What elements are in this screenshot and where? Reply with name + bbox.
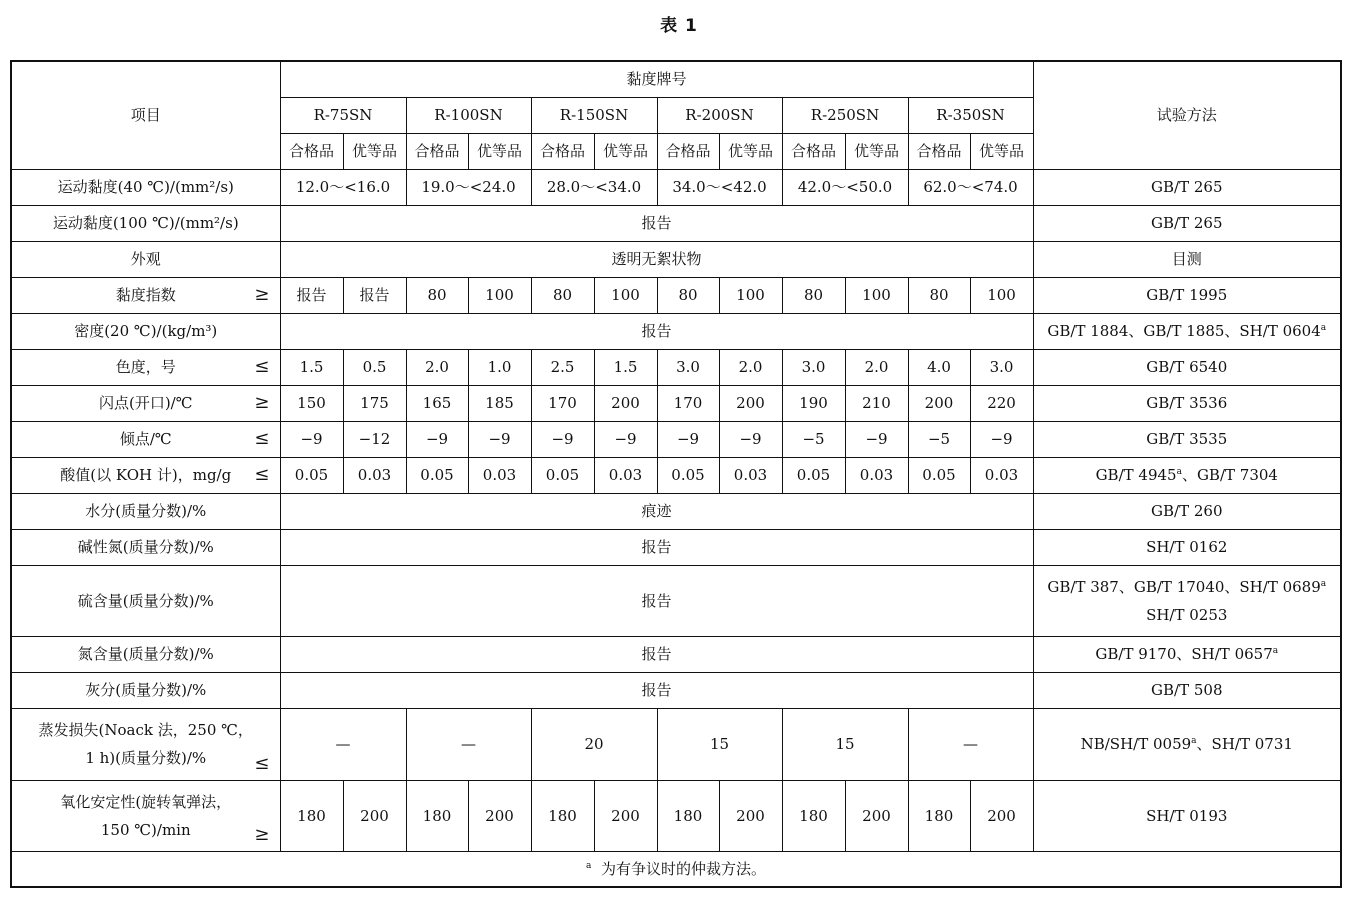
- value-cell: 100: [719, 277, 782, 313]
- sub-qualified: 合格品: [406, 133, 468, 169]
- value-cell: 报告: [280, 636, 1033, 672]
- value-cell: −9: [594, 421, 657, 457]
- value-cell: 0.03: [845, 457, 908, 493]
- row-label: 闪点(开口)/℃: [98, 394, 193, 412]
- table-row-ash: [11, 672, 1341, 708]
- method-cell: GB/T 6540: [1033, 349, 1341, 385]
- value-cell: 165: [406, 385, 468, 421]
- value-cell: 15: [782, 708, 908, 780]
- value-cell: 2.0: [406, 349, 468, 385]
- row-label-cell: [11, 780, 280, 851]
- method-text: NB/SH/T 0059: [1080, 735, 1192, 753]
- value-cell: 200: [468, 780, 531, 851]
- value-cell: 报告: [280, 565, 1033, 636]
- value-cell: 报告: [280, 205, 1033, 241]
- value-cell: 42.0～<50.0: [782, 169, 908, 205]
- grade-r150sn: R-150SN: [531, 97, 657, 133]
- value-cell: 200: [845, 780, 908, 851]
- method-cell: GB/T 508: [1033, 672, 1341, 708]
- value-cell: 28.0～<34.0: [531, 169, 657, 205]
- value-cell: 1.0: [468, 349, 531, 385]
- comparison-symbol: ≤: [254, 428, 270, 449]
- footnote-mark: a: [586, 860, 592, 871]
- comparison-symbol: ≥: [254, 823, 270, 845]
- table-row-nitrogen: [11, 636, 1341, 672]
- method-cell: GB/T 265: [1033, 205, 1341, 241]
- value-cell: 3.0: [657, 349, 719, 385]
- value-cell: 200: [719, 385, 782, 421]
- sub-qualified: 合格品: [280, 133, 343, 169]
- method-text: GB/T 1884、GB/T 1885、SH/T 0604: [1047, 322, 1321, 340]
- row-label-line2: 1 h)(质量分数)/%: [85, 749, 207, 767]
- method-cell: GB/T 3536: [1033, 385, 1341, 421]
- method-text: GB/T 9170、SH/T 0657: [1095, 645, 1273, 663]
- value-cell: 34.0～<42.0: [657, 169, 782, 205]
- method-cell: [1033, 313, 1341, 349]
- value-cell: −9: [468, 421, 531, 457]
- value-cell: 200: [594, 780, 657, 851]
- sub-premium: 优等品: [719, 133, 782, 169]
- value-cell: 报告: [280, 672, 1033, 708]
- value-cell: 3.0: [782, 349, 845, 385]
- value-cell: 报告: [280, 277, 343, 313]
- grade-r350sn: R-350SN: [908, 97, 1033, 133]
- method-text: 、SH/T 0731: [1196, 735, 1293, 753]
- row-label-cell: [11, 457, 280, 493]
- sub-qualified: 合格品: [657, 133, 719, 169]
- value-cell: —: [406, 708, 531, 780]
- table-row-kv40: [11, 169, 1341, 205]
- comparison-symbol: ≤: [254, 464, 270, 485]
- row-label: 水分(质量分数)/%: [11, 493, 280, 529]
- value-cell: 0.03: [468, 457, 531, 493]
- row-label-cell: [11, 385, 280, 421]
- value-cell: 170: [531, 385, 594, 421]
- method-cell: GB/T 1995: [1033, 277, 1341, 313]
- row-label: 色度，号: [115, 358, 176, 376]
- spec-table: [10, 60, 1342, 888]
- table-row-sulfur: [11, 565, 1341, 636]
- row-label: 运动黏度(100 ℃)/(mm²/s): [11, 205, 280, 241]
- value-cell: 210: [845, 385, 908, 421]
- value-cell: 报告: [280, 313, 1033, 349]
- row-label-cell: [11, 421, 280, 457]
- value-cell: 185: [468, 385, 531, 421]
- row-label-cell: [11, 708, 280, 780]
- value-cell: −5: [908, 421, 970, 457]
- comparison-symbol: ≤: [254, 752, 270, 774]
- value-cell: 180: [531, 780, 594, 851]
- row-label: 密度(20 ℃)/(kg/m³): [11, 313, 280, 349]
- value-cell: 痕迹: [280, 493, 1033, 529]
- footnote-mark: a: [1320, 323, 1327, 333]
- value-cell: 报告: [280, 529, 1033, 565]
- table-row-appearance: [11, 241, 1341, 277]
- value-cell: 0.05: [782, 457, 845, 493]
- sub-qualified: 合格品: [531, 133, 594, 169]
- method-text: SH/T 0253: [1146, 605, 1228, 624]
- sub-qualified: 合格品: [782, 133, 845, 169]
- value-cell: 报告: [343, 277, 406, 313]
- sub-premium: 优等品: [343, 133, 406, 169]
- table-row-color: [11, 349, 1341, 385]
- table-row-flash: [11, 385, 1341, 421]
- value-cell: 80: [406, 277, 468, 313]
- value-cell: 200: [343, 780, 406, 851]
- row-label-line1: 氧化安定性(旋转氧弹法，: [60, 792, 232, 811]
- value-cell: 175: [343, 385, 406, 421]
- row-label: 黏度指数: [115, 286, 176, 304]
- sub-qualified: 合格品: [908, 133, 970, 169]
- comparison-symbol: ≥: [254, 392, 270, 413]
- method-text: GB/T 4945: [1095, 466, 1177, 484]
- value-cell: 100: [845, 277, 908, 313]
- value-cell: −9: [531, 421, 594, 457]
- value-cell: 2.5: [531, 349, 594, 385]
- row-label-cell: [11, 277, 280, 313]
- value-cell: 12.0～<16.0: [280, 169, 406, 205]
- value-cell: −9: [406, 421, 468, 457]
- value-cell: 0.05: [908, 457, 970, 493]
- value-cell: 2.0: [719, 349, 782, 385]
- value-cell: 2.0: [845, 349, 908, 385]
- method-cell: GB/T 265: [1033, 169, 1341, 205]
- row-label: 碱性氮(质量分数)/%: [11, 529, 280, 565]
- value-cell: 100: [970, 277, 1033, 313]
- row-label: 氮含量(质量分数)/%: [11, 636, 280, 672]
- table-row-noack: [11, 708, 1341, 780]
- table-row-basic-nitrogen: [11, 529, 1341, 565]
- value-cell: 100: [468, 277, 531, 313]
- method-cell: GB/T 3535: [1033, 421, 1341, 457]
- value-cell: 80: [782, 277, 845, 313]
- row-label: 运动黏度(40 ℃)/(mm²/s): [11, 169, 280, 205]
- table-row-pour: [11, 421, 1341, 457]
- table-row-footnote: [11, 851, 1341, 887]
- value-cell: 0.05: [657, 457, 719, 493]
- value-cell: 19.0～<24.0: [406, 169, 531, 205]
- method-cell: GB/T 260: [1033, 493, 1341, 529]
- value-cell: 0.03: [343, 457, 406, 493]
- footnote-mark: a: [1191, 736, 1197, 746]
- table-row-density: [11, 313, 1341, 349]
- header-row-1: [11, 61, 1341, 97]
- table-row-acid: [11, 457, 1341, 493]
- value-cell: 1.5: [280, 349, 343, 385]
- value-cell: 200: [970, 780, 1033, 851]
- grade-r75sn: R-75SN: [280, 97, 406, 133]
- value-cell: −9: [280, 421, 343, 457]
- value-cell: 62.0～<74.0: [908, 169, 1033, 205]
- value-cell: −9: [845, 421, 908, 457]
- value-cell: −9: [719, 421, 782, 457]
- value-cell: −5: [782, 421, 845, 457]
- sub-premium: 优等品: [468, 133, 531, 169]
- value-cell: 100: [594, 277, 657, 313]
- table-row-water: [11, 493, 1341, 529]
- value-cell: 80: [908, 277, 970, 313]
- value-cell: —: [908, 708, 1033, 780]
- value-cell: 180: [657, 780, 719, 851]
- row-label-cell: [11, 349, 280, 385]
- value-cell: —: [280, 708, 406, 780]
- value-cell: 0.03: [719, 457, 782, 493]
- footnote-mark: a: [1176, 467, 1182, 477]
- sub-premium: 优等品: [594, 133, 657, 169]
- value-cell: −9: [657, 421, 719, 457]
- comparison-symbol: ≥: [254, 284, 270, 305]
- value-cell: 190: [782, 385, 845, 421]
- value-cell: 20: [531, 708, 657, 780]
- footnote-mark: a: [1320, 578, 1327, 589]
- header-viscosity-grade: 黏度牌号: [280, 61, 1033, 97]
- grade-r100sn: R-100SN: [406, 97, 531, 133]
- method-cell: SH/T 0162: [1033, 529, 1341, 565]
- value-cell: 200: [719, 780, 782, 851]
- value-cell: 180: [280, 780, 343, 851]
- method-text: 、GB/T 7304: [1181, 466, 1278, 484]
- value-cell: −9: [970, 421, 1033, 457]
- footnote: [11, 851, 1341, 887]
- footnote-mark: a: [1272, 646, 1279, 656]
- row-label: 硫含量(质量分数)/%: [11, 565, 280, 636]
- value-cell: 170: [657, 385, 719, 421]
- table-row-kv100: [11, 205, 1341, 241]
- value-cell: 15: [657, 708, 782, 780]
- sub-premium: 优等品: [845, 133, 908, 169]
- value-cell: 4.0: [908, 349, 970, 385]
- method-text: GB/T 387、GB/T 17040、SH/T 0689: [1047, 577, 1321, 596]
- footnote-text: 为有争议时的仲裁方法。: [600, 859, 766, 878]
- sub-premium: 优等品: [970, 133, 1033, 169]
- row-label: 灰分(质量分数)/%: [11, 672, 280, 708]
- value-cell: 0.03: [594, 457, 657, 493]
- value-cell: 150: [280, 385, 343, 421]
- value-cell: 80: [531, 277, 594, 313]
- value-cell: 0.05: [531, 457, 594, 493]
- value-cell: 3.0: [970, 349, 1033, 385]
- header-item: 项目: [11, 61, 280, 169]
- table-caption: 表 1: [660, 16, 698, 36]
- method-line: [1038, 573, 1337, 601]
- value-cell: 0.03: [970, 457, 1033, 493]
- method-cell: [1033, 565, 1341, 636]
- value-cell: 200: [594, 385, 657, 421]
- value-cell: 180: [406, 780, 468, 851]
- table-row-vi: [11, 277, 1341, 313]
- value-cell: 0.05: [406, 457, 468, 493]
- value-cell: 200: [908, 385, 970, 421]
- value-cell: −12: [343, 421, 406, 457]
- value-cell: 0.05: [280, 457, 343, 493]
- comparison-symbol: ≤: [254, 356, 270, 377]
- value-cell: 透明无絮状物: [280, 241, 1033, 277]
- method-cell: [1033, 457, 1341, 493]
- value-cell: 180: [782, 780, 845, 851]
- method-cell: 目测: [1033, 241, 1341, 277]
- method-cell: [1033, 708, 1341, 780]
- row-label-line2: 150 ℃)/min: [100, 820, 191, 839]
- method-cell: [1033, 636, 1341, 672]
- table-row-oxidation: [11, 780, 1341, 851]
- value-cell: 1.5: [594, 349, 657, 385]
- row-label: 外观: [11, 241, 280, 277]
- value-cell: 220: [970, 385, 1033, 421]
- method-cell: SH/T 0193: [1033, 780, 1341, 851]
- grade-r200sn: R-200SN: [657, 97, 782, 133]
- value-cell: 180: [908, 780, 970, 851]
- grade-r250sn: R-250SN: [782, 97, 908, 133]
- value-cell: 0.5: [343, 349, 406, 385]
- header-method: 试验方法: [1033, 61, 1341, 169]
- row-label-line1: 蒸发损失(Noack 法，250 ℃，: [38, 721, 253, 739]
- row-label: 酸值(以 KOH 计)，mg/g: [60, 466, 232, 484]
- value-cell: 80: [657, 277, 719, 313]
- row-label: 倾点/℃: [119, 430, 172, 448]
